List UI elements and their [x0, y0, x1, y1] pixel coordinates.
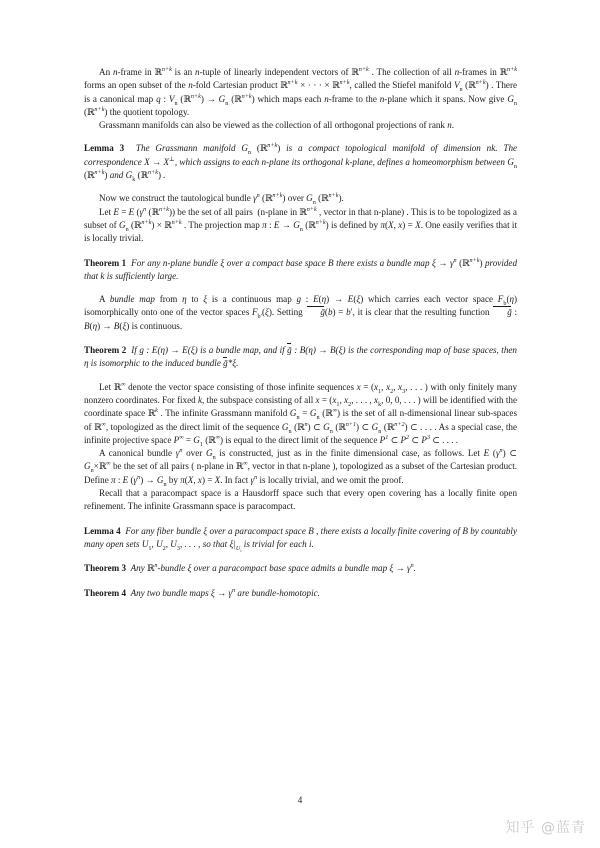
lemma-4-label: Lemma 4: [84, 525, 121, 536]
document-text-body: [84, 66, 517, 600]
theorem-2-label: Theorem 2: [84, 345, 127, 356]
zhihu-watermark: 知乎 @蓝青: [505, 820, 586, 836]
paragraph-total-space-E: Let E = E ($\gamma^n$ (ℝ$^{n+k}$)) be the set of all pairs (n-plane in ℝ$^{n+k}$ , vector in that n-plane) . This is to be topologized as a subset of $G_n$ (ℝ$^{n+k}$) × ℝ$^{n+k}$ . The projection map π : $E \to G_n$ (ℝ$^{n+k}$) is defined by π(X, x) = X. One easily verifies that it is locally trivial.: [84, 205, 517, 244]
paragraph-paracompact: Recall that a paracompact space is a Hausdorff space such that every open covering has a locally finite open refinement. The infinite Grassmann space is paracompact.: [84, 488, 517, 512]
theorem-4: Theorem 4 Any two bundle maps $\xi \to \gamma^n$ are bundle-homotopic.: [84, 586, 320, 598]
page-number: 4: [297, 795, 303, 805]
paragraph-canonical-bundle: A canonical bundle $\gamma^n$ over $G_n$ is constructed, just as in the finite dimensional case, as follows. Let E $(\gamma^n)$ ⊂ $G_n\times ℝ^\infty$ be the set of all pairs ( n-plane in ℝ∞, vector in that n-plane ), topologized as a subset of the Cartesian product. Define π : E $(\gamma^n) \to G_n$ by π(X, x) = X. In fact $\gamma^n$ is locally trivial, and we omit the proof.: [84, 447, 518, 488]
paragraph-n-frame: An n-frame in ℝ$^{n+k}$ is an n-tuple of linearly independent vectors of ℝ$^{n+k}$ . The collection of all n-frames in ℝ$^{n+k}$ forms an open subset of the n-fold Cartesian product ℝ$^{n+k}$ × · · · × ℝ$^{n+k}$, called the Stiefel manifold $V_n$ (ℝ$^{n+k}$) . There is a canonical map q : $V_n$ (ℝ$^{n+k}$) → $G_n$ (ℝ$^{n+k}$) which maps each n-frame to the n-plane which it spans. Now give $G_n$ (ℝ$^{n+k}$) the quotient topology.: [84, 65, 518, 117]
paragraph-tautological-bundle: Now we construct the tautological bundle $\gamma^n$ (ℝ$^{n+k}$) over $G_n$ (ℝ$^{n+k}$).: [99, 192, 344, 207]
theorem-1: Theorem 1 For any n-plane bundle ξ over a compact base space B there exists a bundle map $\xi \to \gamma^n$ (ℝ$^{n+k}$) provided that k is sufficiently large.: [84, 256, 517, 281]
lemma-4: Lemma 4 For any fiber bundle ξ over a paracompact space B , there exists a locally finite covering of B by countably many open sets $U_1$, $U_2$, $U_3$, . . . , so that $\xi|_{U_i}$ is trivial for each i.: [84, 525, 517, 553]
lemma-3-label: Lemma 3: [84, 143, 125, 154]
lemma-3: Lemma 3 The Grassmann manifold $G_n$ (ℝ$^{n+k}$) is a compact topological manifold of dimension nk. The correspondence X → X⊥, which assigns to each n-plane its orthogonal k-plane, defines a homeomorphism between $G_n$ (ℝ$^{n+k}$) and $G_k$ (ℝ$^{n+k}$) .: [84, 142, 518, 183]
theorem-4-label: Theorem 4: [84, 587, 127, 598]
paragraph-grassmann-projections: Grassmann manifolds can also be viewed as the collection of all orthogonal projections of rank n.: [99, 120, 455, 131]
theorem-3: Theorem 3 Any ℝ$^n$-bundle ξ over a paracompact base space admits a bundle map $\xi \to \gamma^n$.: [84, 562, 416, 574]
paragraph-bundle-map-def: A bundle map from η to ξ is a continuous map g : E(η) → E(ξ) which carries each vector space $F_b(\eta)$ isomorphically onto one of the vector spaces $F_{b'}(\xi)$. Setting ḡ(b) = b′, it is clear that the resulting function ḡ : B(η) → B(ξ) is continuous.: [84, 294, 518, 331]
paragraph-R-infinity: Let ℝ∞ denote the vector space consisting of those infinite sequences $x = (x_1$, $x_2$, $x_3$, . . . ) with only finitely many nonzero coordinates. For fixed k, the subspace consisting of all $x = (x_1$, $x_2$, . . . , $x_k$, 0, 0, . . . ) will be identified with the coordinate space ℝ$^k$ . The infinite Grassmann manifold $G_n = G_n$ (ℝ∞) is the set of all n-dimensional linear sub-spaces of ℝ∞, topologized as the direct limit of the sequence $G_n$ (ℝ$^n$) ⊂ $G_n$ (ℝ$^{n+1}$) ⊂ $G_n$ (ℝ$^{n+2}$) ⊂ . . . . As a special case, the infinite projective space $P^\infty = G_1$ (ℝ∞) is equal to the direct limit of the sequence $P^1$ ⊂ $P^2$ ⊂ $P^3$ ⊂ . . . .: [84, 380, 518, 448]
theorem-1-label: Theorem 1: [84, 257, 127, 268]
theorem-2: Theorem 2 If g : E(η) → E(ξ) is a bundle map, and if ḡ : B(η) → B(ξ) is the corresponding map of base spaces, then η is isomorphic to the induced bundle ḡ*ξ.: [84, 344, 517, 371]
theorem-3-label: Theorem 3: [84, 563, 127, 574]
